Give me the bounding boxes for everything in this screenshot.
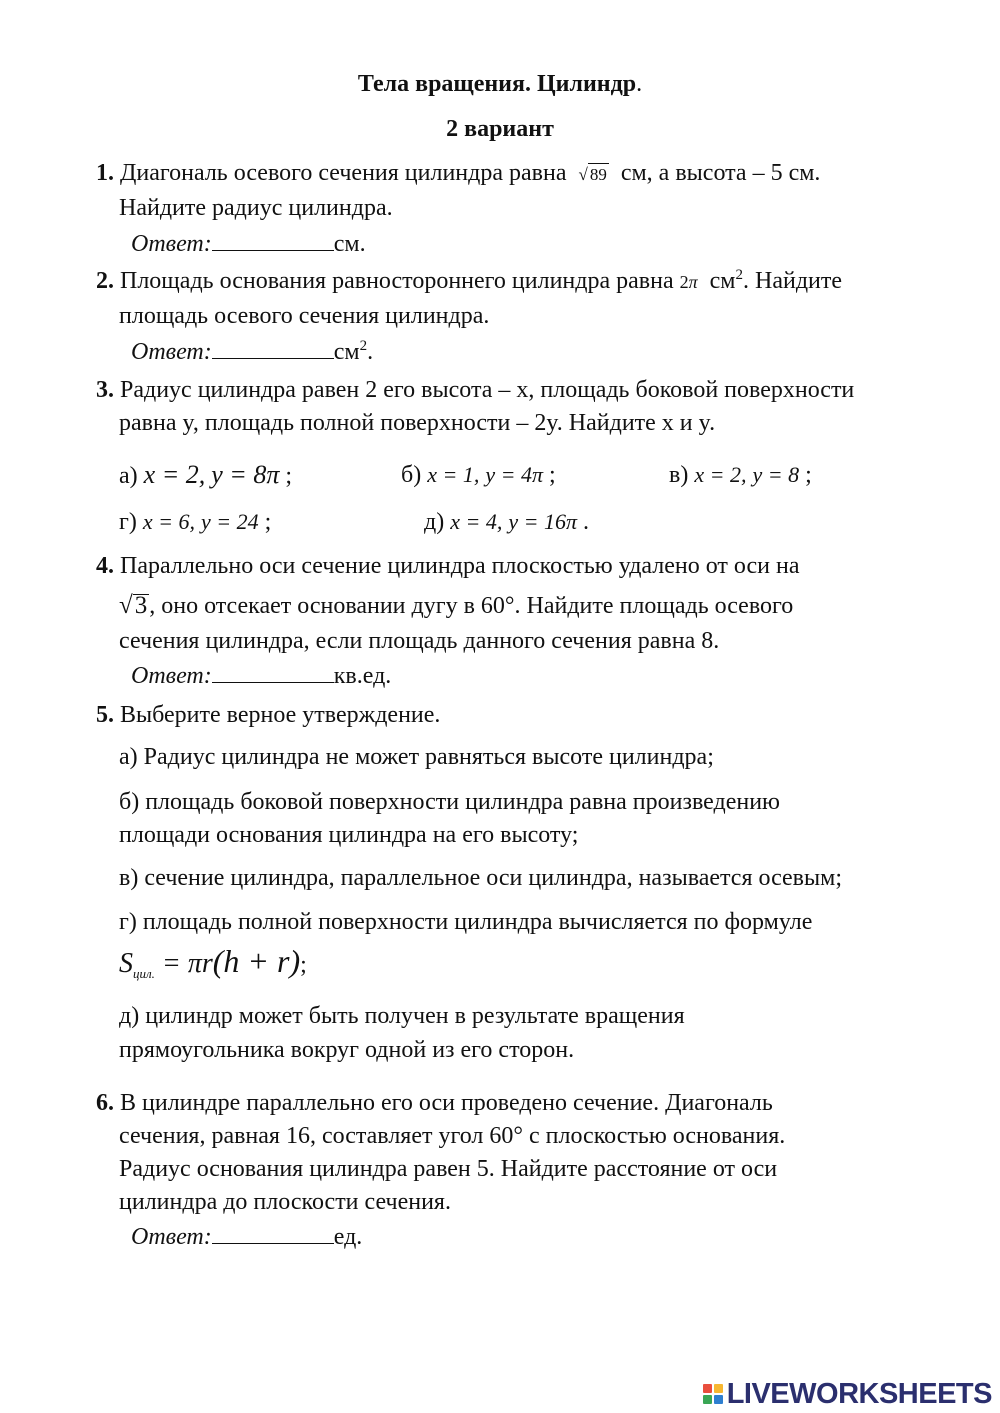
logo-text: LIVEWORKSHEETS [726,1377,992,1410]
logo-square-4 [714,1395,723,1404]
task-3-line-1: 3. Радиус цилиндра равен 2 его высота – x, площадь боковой поверхности [96,377,855,403]
task-5-option-d-line-1[interactable]: г) площадь полной поверхности цилиндра вычисляется по формуле [119,909,813,935]
task-4-line-3: сечения цилиндра, если площадь данного сечения равна 8. [119,628,720,654]
task-1-number: 1. [96,160,114,186]
task-5-line-1: 5. Выберите верное утверждение. [96,702,441,728]
task-6-number: 6. [96,1090,114,1116]
liveworksheets-logo [703,1378,992,1410]
task-4-line-1: 4. Параллельно оси сечение цилиндра плоскостью удалено от оси на [96,553,800,579]
task-2-number: 2. [96,268,114,294]
sqrt-89: √ 89 [578,165,607,184]
task-1-answer: Ответ: см. [131,226,366,261]
answer-blank-2[interactable] [212,334,334,359]
task-5-option-b-line-1[interactable]: б) площадь боковой поверхности цилиндра равна произведению [119,789,780,815]
answer-blank-4[interactable] [212,658,334,683]
task-6-line-4: цилиндра до плоскости сечения. [119,1189,451,1215]
task-5-option-c[interactable]: в) сечение цилиндра, параллельное оси цилиндра, называется осевым; [119,865,842,891]
task-2-answer: Ответ: $см^2$. [131,334,373,369]
two-pi: 2π [679,272,698,292]
task-4-line-2: √3, оно отсекает основании дугу в 60°. Найдите площадь осевого [119,589,927,623]
logo-square-2 [714,1384,723,1393]
task-5-option-a[interactable]: а) Радиус цилиндра не может равняться высоте цилиндра; [119,744,714,770]
title-text: Тела вращения. Цилиндр [357,71,637,97]
sqrt-3: √3 [119,592,148,619]
answer-blank-1[interactable] [212,226,334,251]
task-1-line-1: 1. Диагональ осевого сечения цилиндра равна √ 89 см, а высота – 5 см. [96,157,927,191]
title-dot: . [636,71,643,97]
task-1-line-2: Найдите радиус цилиндра. [119,195,393,221]
worksheet-title [0,68,1000,101]
logo-square-1 [703,1384,712,1393]
task-5-option-e-line-2: прямоугольника вокруг одной из его сторон. [119,1037,575,1063]
task-6-line-1: 6. В цилиндре параллельно его оси проведено сечение. Диагональ [96,1090,773,1116]
task-6-answer: Ответ: ед. [131,1219,362,1254]
task-3-option-e[interactable]: д) x = 4, y = 16π . [424,509,589,535]
task-5-option-b-line-2: площади основания цилиндра на его высоту; [119,822,579,848]
task-3-option-a[interactable]: а) x = 2, y = 8π ; [119,460,293,489]
logo-icon [703,1384,723,1404]
task-4-answer: Ответ: кв.ед. [131,658,391,693]
task-6-line-2: сечения, равная 16, составляет угол 60° с плоскостью основания. [119,1123,786,1149]
task-6-line-3: Радиус основания цилиндра равен 5. Найдите расстояние от оси [119,1156,778,1182]
task-5-option-e-line-1[interactable]: д) цилиндр может быть получен в результате вращения [119,1003,685,1029]
task-5-number: 5. [96,702,114,728]
task-4-number: 4. [96,553,114,579]
task-3-option-c[interactable]: в) x = 2, y = 8 ; [669,462,812,488]
task-1-text: Диагональ осевого сечения цилиндра равна [120,160,567,186]
task-5-formula: $S_{цил.} = \pi r(h + r)$; [119,943,307,981]
task-3-option-d[interactable]: г) x = 6, y = 24 ; [119,509,272,535]
answer-blank-6[interactable] [212,1219,334,1244]
task-3-number: 3. [96,377,114,403]
variant-label: 2 вариант [446,116,554,142]
logo-square-3 [703,1395,712,1404]
task-2-line-1: 2. Площадь основания равностороннего цилиндра равна 2π $см^2$. Найдите [96,267,843,294]
task-2-line-2: площадь осевого сечения цилиндра. [119,303,490,329]
task-3-line-2: равна y, площадь полной поверхности – 2y. Найдите x и y. [119,410,716,436]
task-3-option-b[interactable]: б) x = 1, y = 4π ; [401,462,556,488]
